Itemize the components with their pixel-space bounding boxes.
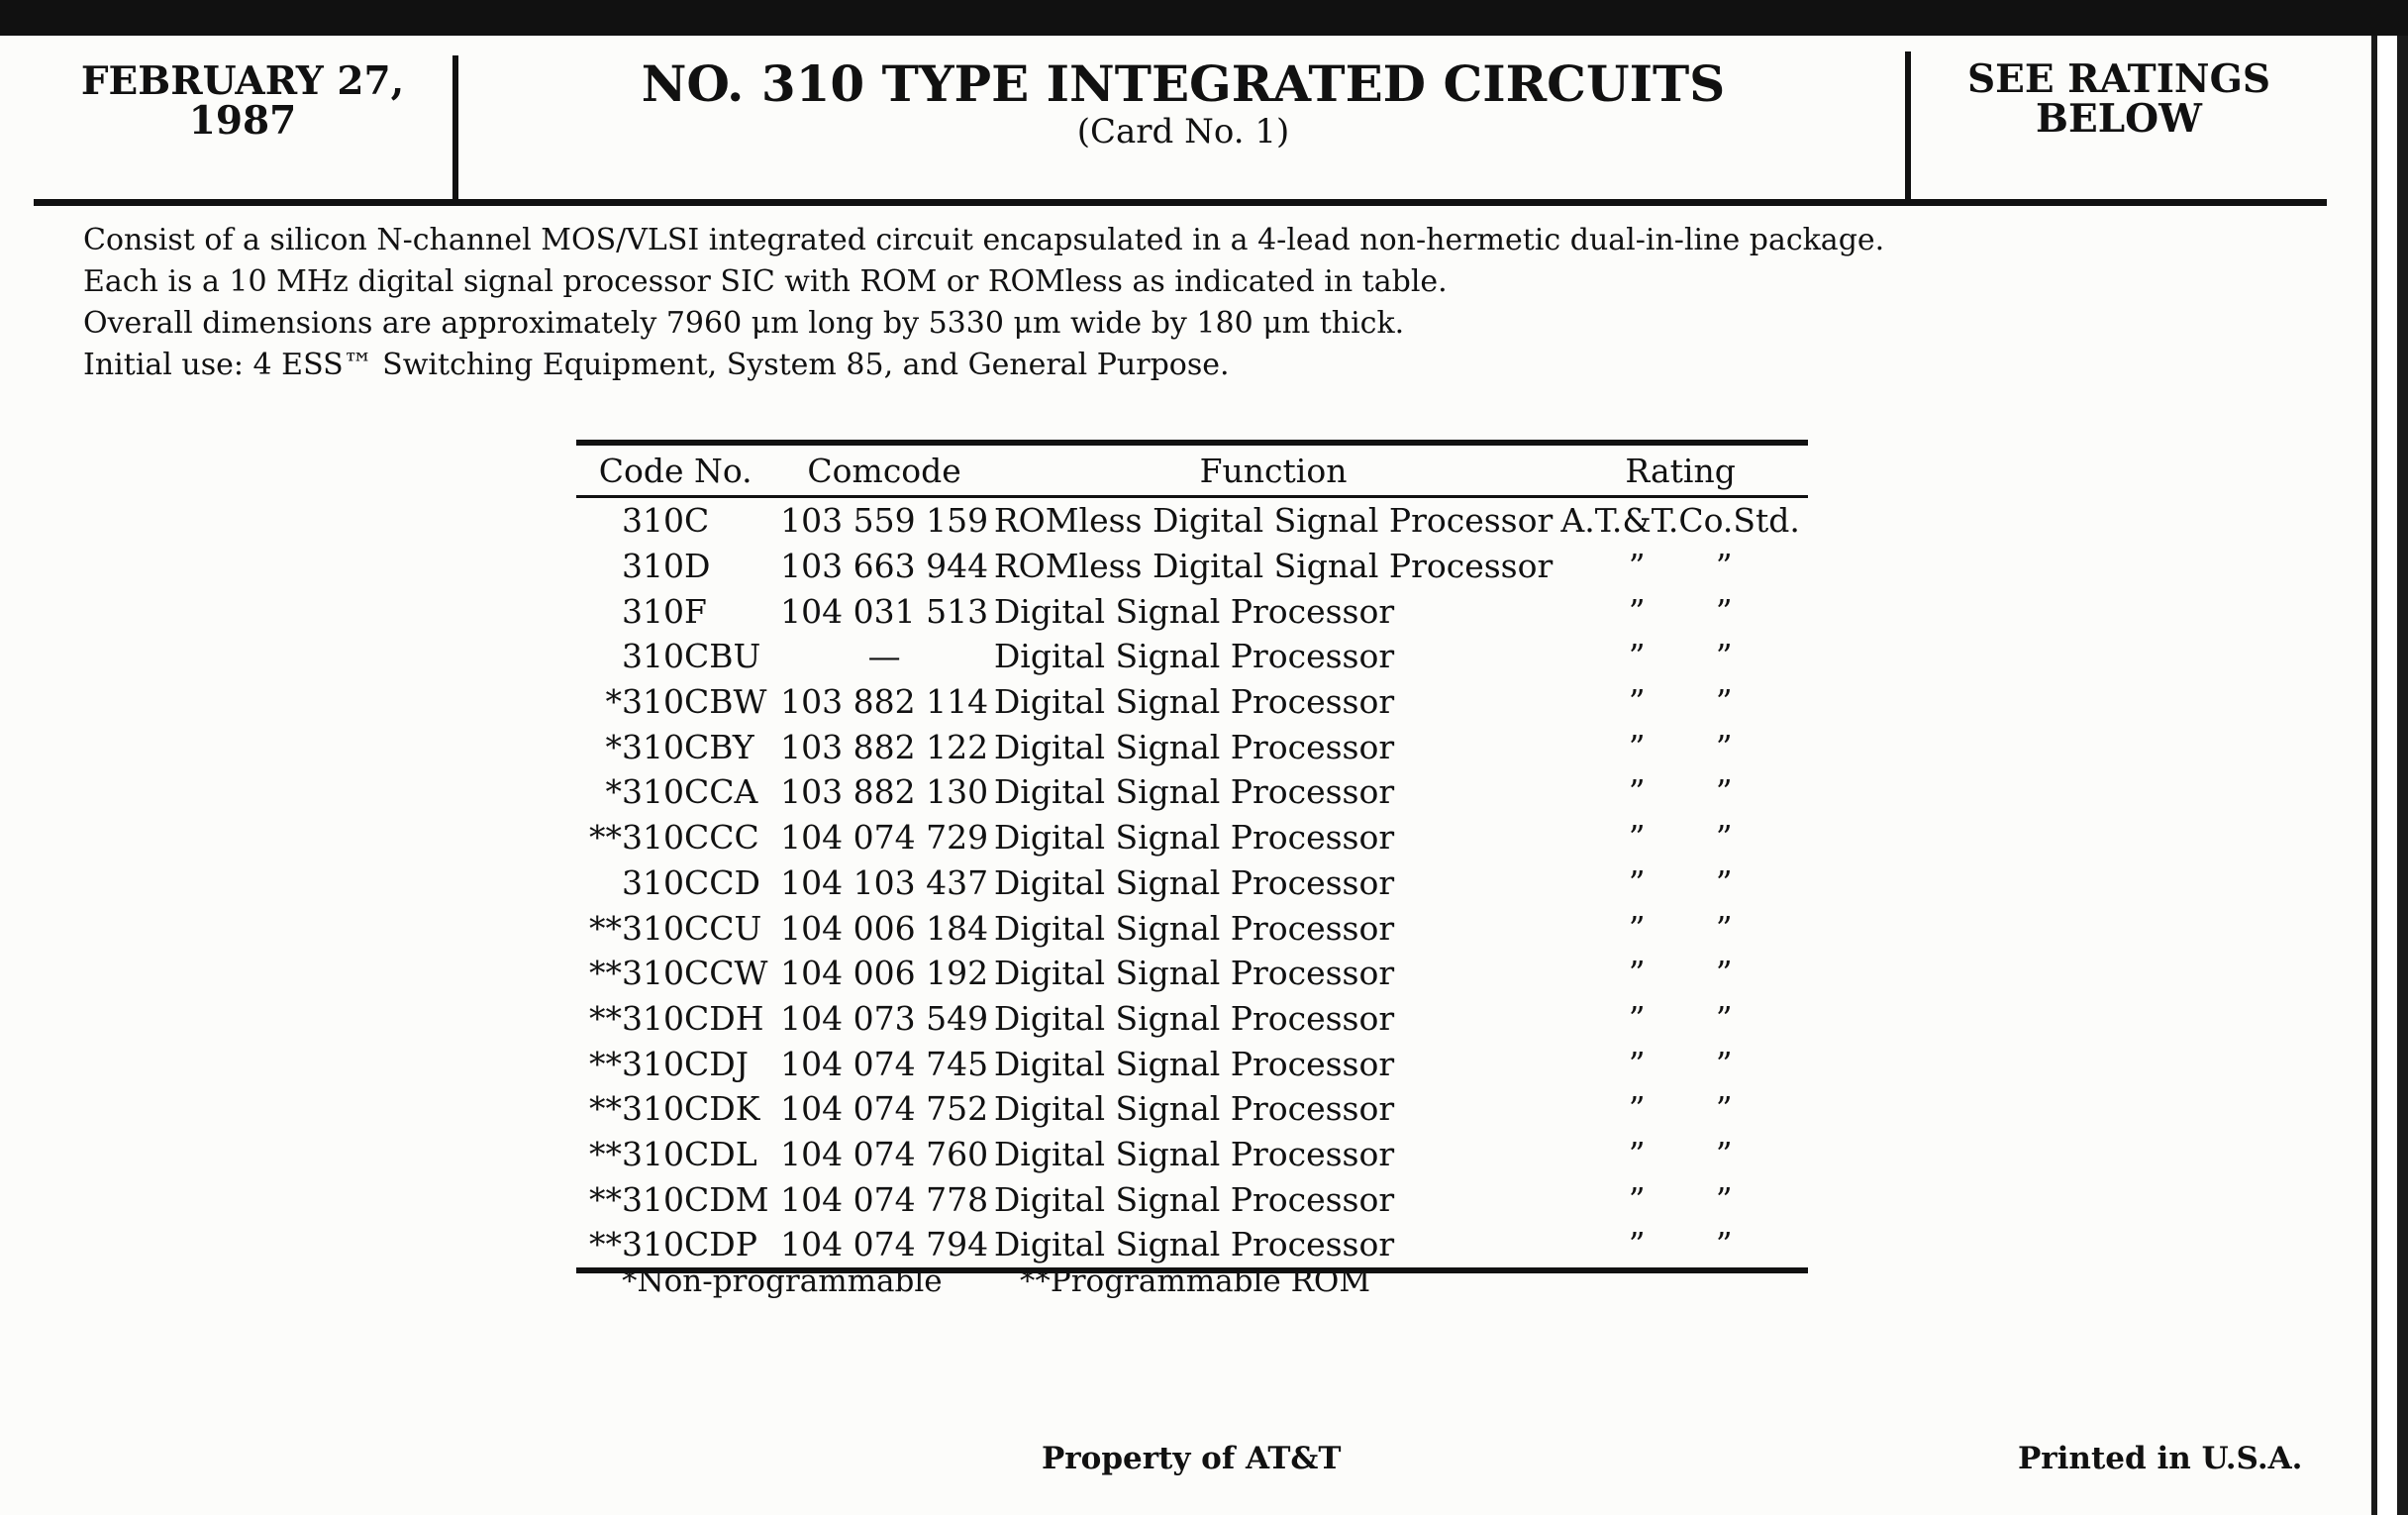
ditto-mark: ”	[1628, 1134, 1646, 1173]
cell-code	[576, 1086, 774, 1132]
ditto-mark: ”	[1628, 954, 1646, 993]
cell-rating	[1553, 1086, 1808, 1132]
code-mark: **	[589, 1225, 622, 1264]
header-rule	[34, 199, 2327, 206]
ditto-mark: ”	[1715, 637, 1733, 676]
cell-rating	[1553, 1176, 1808, 1222]
description	[83, 220, 2063, 386]
ditto-mark: ”	[1715, 818, 1733, 858]
ditto-mark: ”	[1628, 1179, 1646, 1219]
cell-function: Digital Signal Processor	[993, 908, 1395, 948]
ditto-mark: ”	[1628, 908, 1646, 948]
issue-date-line1: FEBRUARY 27,	[80, 58, 405, 104]
code-mark: **	[589, 1179, 622, 1219]
col-header-function: Function	[994, 443, 1553, 497]
cell-code	[576, 1041, 774, 1086]
cell-rating	[1553, 1222, 1808, 1270]
code-mark: *	[605, 727, 622, 766]
ditto-mark: ”	[1628, 547, 1646, 586]
header-divider-right	[1905, 51, 1911, 202]
issue-date	[40, 58, 446, 144]
ditto-mark: ”	[1628, 862, 1646, 902]
ratings-note-line1: SEE RATINGS	[1966, 56, 2271, 102]
ditto-mark: ”	[1628, 818, 1646, 858]
description-line: Consist of a silicon N-channel MOS/VLSI integrated circuit encapsulated in a 4-lead non-hermetic dual-in-line package.	[83, 223, 1885, 257]
code-number: 310CBY	[622, 727, 754, 766]
cell-comcode: 103 663 944	[780, 547, 989, 586]
table-row	[576, 951, 1808, 996]
cell-rating	[1553, 860, 1808, 906]
footnote-non-programmable: *Non-programmable	[622, 1263, 943, 1299]
ditto-mark: ”	[1715, 998, 1733, 1038]
cell-code	[576, 679, 774, 725]
cell-rating	[1553, 544, 1808, 589]
cell-comcode: 104 103 437	[780, 862, 989, 902]
code-mark: *	[605, 772, 622, 812]
printed-notice: Printed in U.S.A.	[2018, 1441, 2303, 1476]
table-row	[576, 996, 1808, 1042]
code-number: 310D	[622, 547, 711, 586]
cell-function: Digital Signal Processor	[993, 818, 1395, 858]
header-divider-left	[452, 55, 458, 204]
code-mark: **	[589, 954, 622, 993]
ditto-mark: ”	[1628, 1225, 1646, 1264]
cell-comcode: 104 074 729	[780, 818, 989, 858]
cell-comcode: 103 882 130	[780, 772, 989, 812]
cell-rating	[1553, 1041, 1808, 1086]
cell-function: Digital Signal Processor	[993, 637, 1395, 676]
code-number: 310CBU	[622, 637, 761, 676]
ditto-mark: ”	[1715, 1089, 1733, 1129]
title-text: NO. 310 TYPE INTEGRATED CIRCUITS	[641, 54, 1726, 113]
table-row	[576, 634, 1808, 679]
cell-rating	[1553, 634, 1808, 679]
cell-code	[576, 1132, 774, 1177]
table-header-row	[576, 443, 1808, 497]
ditto-mark: ”	[1715, 1225, 1733, 1264]
cell-comcode: 104 074 778	[780, 1179, 989, 1219]
cell-code	[576, 634, 774, 679]
table-row	[576, 905, 1808, 951]
cell-rating	[1553, 996, 1808, 1042]
col-header-code: Code No.	[576, 443, 774, 497]
cell-function: Digital Signal Processor	[993, 1089, 1395, 1129]
description-line: Initial use: 4 ESS™ Switching Equipment, System 85, and General Purpose.	[83, 348, 1230, 382]
table-row	[576, 1086, 1808, 1132]
code-mark: **	[589, 908, 622, 948]
cell-rating	[1553, 951, 1808, 996]
cell-code	[576, 815, 774, 860]
table-row	[576, 1176, 1808, 1222]
ditto-mark: ”	[1715, 772, 1733, 812]
cell-function: Digital Signal Processor	[993, 1044, 1395, 1083]
description-line: Each is a 10 MHz digital signal processor SIC with ROM or ROMless as indicated in table.	[83, 264, 1448, 299]
ditto-mark: ”	[1628, 1044, 1646, 1083]
col-header-rating: Rating	[1553, 443, 1808, 497]
cell-comcode: 104 074 760	[780, 1134, 989, 1173]
cell-code	[576, 769, 774, 815]
code-mark: **	[589, 1134, 622, 1173]
code-number: 310CDL	[622, 1134, 757, 1173]
code-number: 310CCW	[622, 954, 768, 993]
ratings-note	[1921, 56, 2317, 142]
cell-comcode: —	[867, 637, 901, 676]
cell-rating	[1553, 905, 1808, 951]
cell-function: Digital Signal Processor	[993, 1179, 1395, 1219]
ditto-mark: ”	[1628, 591, 1646, 631]
table-row	[576, 769, 1808, 815]
code-number: 310CDM	[622, 1179, 769, 1219]
cell-function: Digital Signal Processor	[993, 1225, 1395, 1264]
code-mark: **	[589, 818, 622, 858]
code-mark: **	[589, 1089, 622, 1129]
cell-comcode: 103 882 122	[780, 727, 989, 766]
table-row	[576, 588, 1808, 634]
cell-rating	[1553, 724, 1808, 769]
table-body	[576, 497, 1808, 1270]
ditto-mark: ”	[1628, 1089, 1646, 1129]
cell-code	[576, 588, 774, 634]
ditto-mark: ”	[1715, 1179, 1733, 1219]
document-title	[465, 55, 1901, 151]
cell-code	[576, 1176, 774, 1222]
code-number: 310CCC	[622, 818, 759, 858]
code-number: 310CBW	[622, 682, 767, 722]
cell-function: Digital Signal Processor	[993, 727, 1395, 766]
ditto-mark: ”	[1628, 998, 1646, 1038]
col-header-comcode: Comcode	[774, 443, 993, 497]
table-row	[576, 1132, 1808, 1177]
description-line: Overall dimensions are approximately 7960 μm long by 5330 μm wide by 180 μm thick.	[83, 306, 1405, 341]
code-number: 310F	[622, 591, 707, 631]
cell-rating	[1553, 679, 1808, 725]
cell-comcode: 104 074 752	[780, 1089, 989, 1129]
cell-function: ROMless Digital Signal Processor	[993, 547, 1554, 586]
code-number: 310C	[622, 501, 710, 541]
cell-comcode: 103 559 159	[780, 501, 989, 541]
cell-comcode: 104 006 184	[780, 908, 989, 948]
cell-comcode: 104 031 513	[780, 591, 989, 631]
ditto-mark: ”	[1715, 1134, 1733, 1173]
table-row	[576, 544, 1808, 589]
cell-comcode: 104 073 549	[780, 998, 989, 1038]
table-row	[576, 815, 1808, 860]
ditto-mark: ”	[1628, 727, 1646, 766]
ditto-mark: ”	[1715, 908, 1733, 948]
code-number: 310CDK	[622, 1089, 760, 1129]
cell-function: Digital Signal Processor	[993, 954, 1395, 993]
card-edge	[2371, 36, 2408, 1515]
ditto-mark: ”	[1715, 547, 1733, 586]
footnote-programmable-rom: **Programmable ROM	[1019, 1263, 1371, 1299]
code-mark: *	[605, 682, 622, 722]
cell-code	[576, 996, 774, 1042]
cell-rating: A.T.&T.Co.Std.	[1560, 501, 1800, 541]
ditto-mark: ”	[1628, 772, 1646, 812]
card-number: (Card No. 1)	[1076, 112, 1290, 152]
ditto-mark: ”	[1715, 727, 1733, 766]
cell-code	[576, 951, 774, 996]
cell-comcode: 104 074 745	[780, 1044, 989, 1083]
code-mark: **	[589, 1044, 622, 1083]
cell-function: Digital Signal Processor	[993, 998, 1395, 1038]
ratings-note-line2: BELOW	[2036, 96, 2202, 142]
cell-function: Digital Signal Processor	[993, 682, 1395, 722]
cell-code	[576, 544, 774, 589]
table-row	[576, 679, 1808, 725]
cell-rating	[1553, 588, 1808, 634]
cell-code	[576, 497, 774, 544]
ditto-mark: ”	[1715, 591, 1733, 631]
code-number: 310CCD	[622, 862, 760, 902]
code-number: 310CCA	[622, 772, 758, 812]
code-number: 310CDJ	[622, 1044, 749, 1083]
cell-function: Digital Signal Processor	[993, 772, 1395, 812]
ditto-mark: ”	[1715, 682, 1733, 722]
cell-function: ROMless Digital Signal Processor	[993, 501, 1554, 541]
ditto-mark: ”	[1628, 682, 1646, 722]
code-number: 310CDH	[622, 998, 764, 1038]
code-number: 310CDP	[622, 1225, 757, 1264]
code-number: 310CCU	[622, 908, 762, 948]
cell-comcode: 103 882 114	[780, 682, 989, 722]
cell-function: Digital Signal Processor	[993, 862, 1395, 902]
cell-rating	[1553, 815, 1808, 860]
table-row	[576, 1041, 1808, 1086]
ditto-mark: ”	[1628, 637, 1646, 676]
ditto-mark: ”	[1715, 862, 1733, 902]
table-row	[576, 724, 1808, 769]
cell-comcode: 104 006 192	[780, 954, 989, 993]
cell-code	[576, 860, 774, 906]
ditto-mark: ”	[1715, 1044, 1733, 1083]
ditto-mark: ”	[1715, 954, 1733, 993]
code-mark: **	[589, 998, 622, 1038]
cell-function: Digital Signal Processor	[993, 1134, 1395, 1173]
circuit-table	[576, 440, 1808, 1273]
cell-comcode: 104 074 794	[780, 1225, 989, 1264]
cell-code	[576, 905, 774, 951]
cell-rating	[1553, 1132, 1808, 1177]
table-row	[576, 860, 1808, 906]
cell-function: Digital Signal Processor	[993, 591, 1395, 631]
footnotes	[622, 1263, 1370, 1299]
cell-rating	[1553, 769, 1808, 815]
cell-code	[576, 724, 774, 769]
issue-date-line2: 1987	[188, 98, 297, 144]
table-row	[576, 497, 1808, 544]
property-notice: Property of AT&T	[1042, 1441, 1342, 1476]
